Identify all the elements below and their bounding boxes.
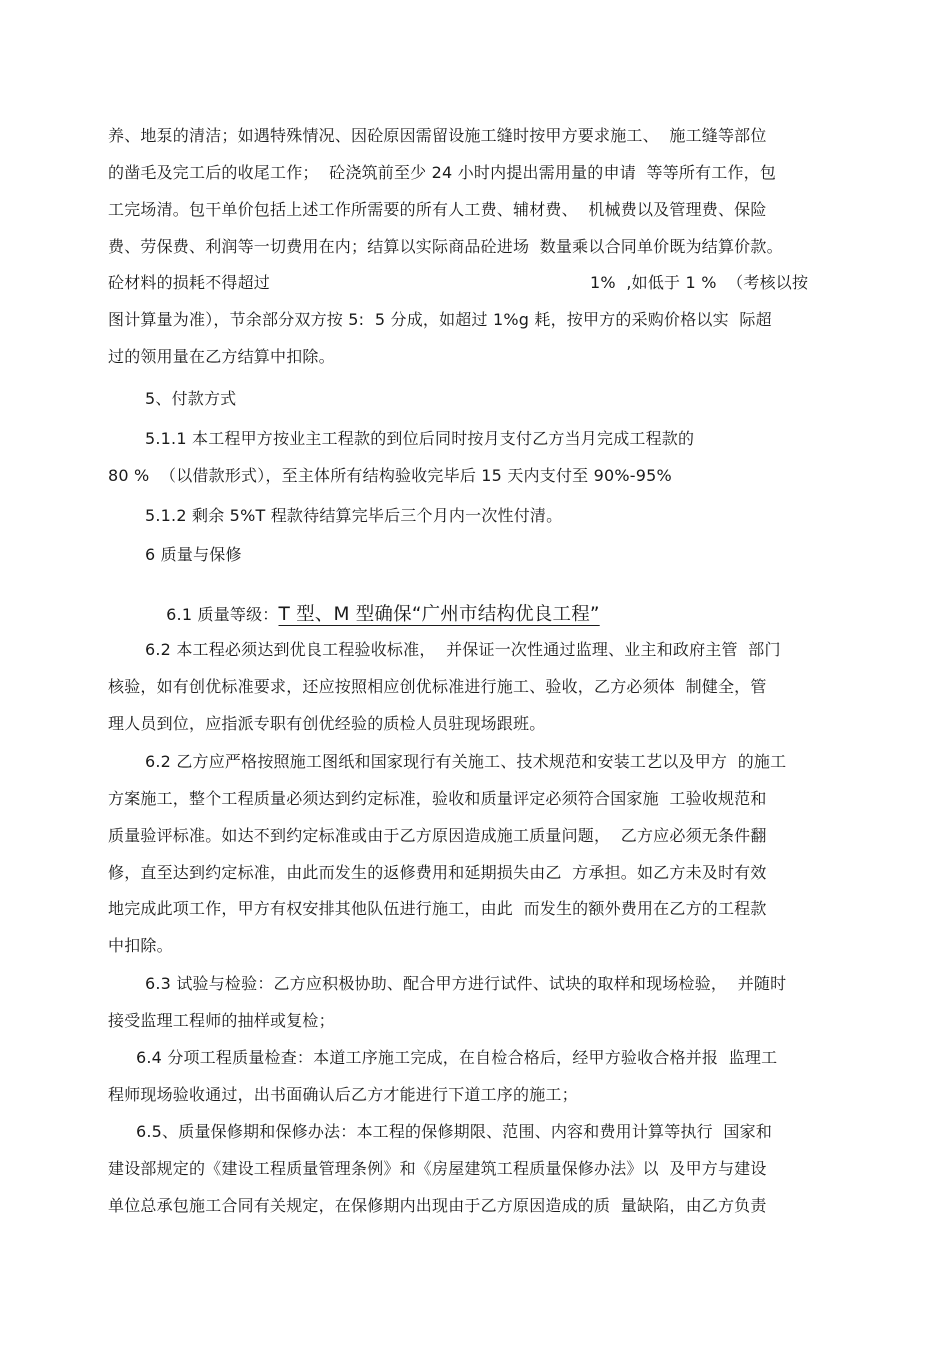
clause-6-2a: 6.2 本工程必须达到优良工程验收标准， 并保证一次性通过监理、业主和政府主管 部门 xyxy=(145,640,781,659)
text-line: 程师现场验收通过，出书面确认后乙方才能进行下道工序的施工； xyxy=(108,1085,578,1104)
text-line: 接受监理工程师的抽样或复检； xyxy=(108,1011,335,1030)
text-line: 的凿毛及完工后的收尾工作； 砼浇筑前至少 24 小时内提出需用量的申请 等等所有工作，包 xyxy=(108,163,777,182)
text-line: 过的领用量在乙方结算中扣除。 xyxy=(108,347,335,366)
section-heading: 6 质量与保修 xyxy=(145,545,242,564)
text-line: 养、地泵的清洁；如遇特殊情况、因砼原因需留设施工缝时按甲方要求施工、 施工缝等部位 xyxy=(108,126,767,145)
text-line: 砼材料的损耗不得超过 xyxy=(108,273,271,292)
text-line: 费、劳保费、利润等一切费用在内；结算以实际商品砼进场 数量乘以合同单价既为结算价款。 xyxy=(108,237,783,256)
text-line: 工完场清。包干单价包括上述工作所需要的所有人工费、辅材费、 机械费以及管理费、保险 xyxy=(108,200,767,219)
clause-5-1-2: 5.1.2 剩余 5%T 程款待结算完毕后三个月内一次性付清。 xyxy=(145,506,563,525)
text-line: 核验，如有创优标准要求，还应按照相应创优标准进行施工、验收，乙方必须体 制健全，管 xyxy=(108,677,767,696)
clause-6-4: 6.4 分项工程质量检查：本道工序施工完成，在自检合格后，经甲方验收合格并报 监理工 xyxy=(136,1048,778,1067)
text-line: 单位总承包施工合同有关规定，在保修期内出现由于乙方原因造成的质 量缺陷，由乙方负责 xyxy=(108,1196,767,1215)
clause-6-5: 6.5、质量保修期和保修办法：本工程的保修期限、范围、内容和费用计算等执行 国家和 xyxy=(136,1122,773,1141)
text-line: 1% ,如低于 1 % （考核以按 xyxy=(590,273,809,292)
text-line: 图计算量为准），节余部分双方按 5: 5 分成，如超过 1%g 耗，按甲方的采购价格以实 际超 xyxy=(108,310,772,329)
text-line: 建设部规定的《建设工程质量管理条例》和《房屋建筑工程质量保修办法》以 及甲方与建设 xyxy=(108,1159,767,1178)
text-line: 质量验评标准。如达不到约定标准或由于乙方原因造成施工质量问题， 乙方应必须无条件翻 xyxy=(108,826,767,845)
clause-5-1-1: 5.1.1 本工程甲方按业主工程款的到位后同时按月支付乙方当月完成工程款的 xyxy=(145,429,695,448)
text-line: 修，直至达到约定标准，由此而发生的返修费用和延期损失由乙 方承担。如乙方未及时有效 xyxy=(108,863,767,882)
quality-grade-emphasis: T 型、M 型确保“广州市结构优良工程” xyxy=(278,604,600,625)
text-line: 方案施工，整个工程质量必须达到约定标准，验收和质量评定必须符合国家施 工验收规范和 xyxy=(108,789,767,808)
clause-6-1-prefix: 6.1 质量等级： xyxy=(166,605,279,624)
text-line: 理人员到位，应指派专职有创优经验的质检人员驻现场跟班。 xyxy=(108,714,546,733)
clause-5-1-1-cont: 80 % （以借款形式），至主体所有结构验收完毕后 15 天内支付至 90%-95% xyxy=(108,466,672,485)
section-heading: 5、付款方式 xyxy=(145,389,237,408)
text-line: 中扣除。 xyxy=(108,936,173,955)
clause-6-2b: 6.2 乙方应严格按照施工图纸和国家现行有关施工、技术规范和安装工艺以及甲方 的施工 xyxy=(145,752,787,771)
text-line: 地完成此项工作，甲方有权安排其他队伍进行施工，由此 而发生的额外费用在乙方的工程款 xyxy=(108,899,767,918)
clause-6-3: 6.3 试验与检验：乙方应积极协助、配合甲方进行试件、试块的取样和现场检验， 并随时 xyxy=(145,974,787,993)
clause-6-1 xyxy=(145,585,600,645)
